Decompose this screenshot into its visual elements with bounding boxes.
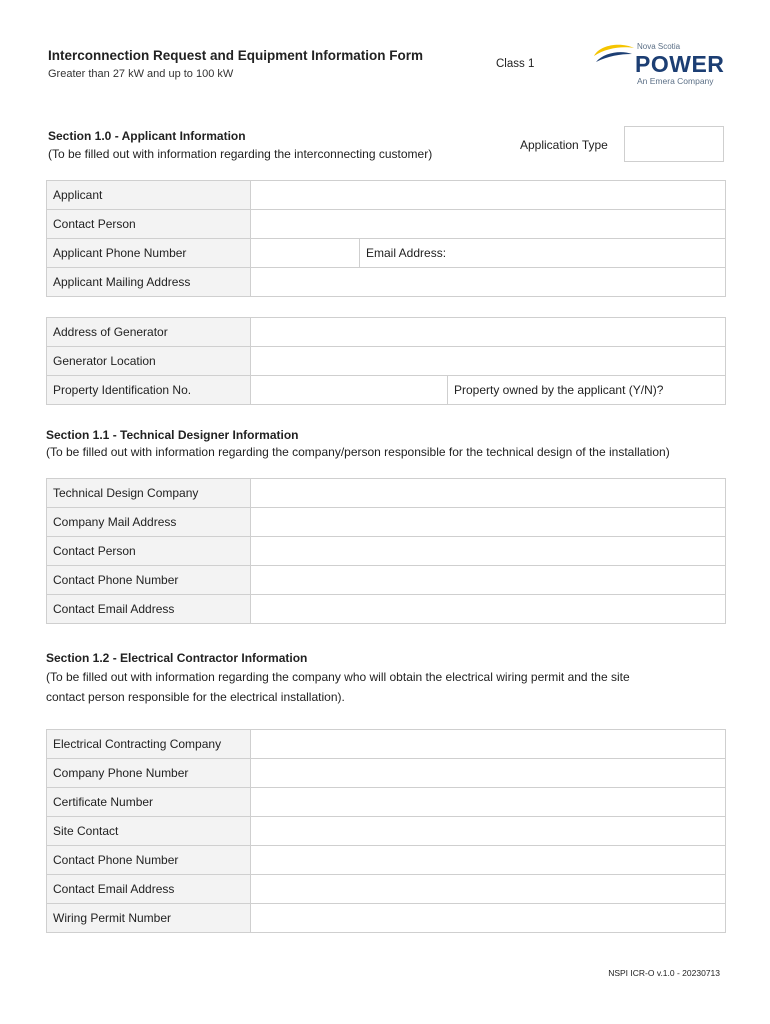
document-code: NSPI ICR-O v.1.0 - 20230713	[608, 968, 720, 978]
table-row	[47, 268, 726, 297]
table-row	[47, 788, 726, 817]
table-row	[47, 239, 726, 268]
applicant-table	[46, 180, 726, 297]
designer-contact-email-label: Contact Email Address	[47, 595, 251, 624]
table-row	[47, 479, 726, 508]
table-row	[47, 376, 726, 405]
generator-location-field[interactable]	[251, 347, 726, 376]
table-row	[47, 730, 726, 759]
designer-contact-phone-label: Contact Phone Number	[47, 566, 251, 595]
generator-address-field[interactable]	[251, 318, 726, 347]
table-row	[47, 210, 726, 239]
designer-contact-person-field[interactable]	[251, 537, 726, 566]
design-company-label: Technical Design Company	[47, 479, 251, 508]
table-row	[47, 181, 726, 210]
wiring-permit-label: Wiring Permit Number	[47, 904, 251, 933]
section-1-2-description-line1: (To be filled out with information regarding the company who will obtain the electrical wiring permit and the site	[46, 670, 630, 684]
designer-contact-email-field[interactable]	[251, 595, 726, 624]
table-row	[47, 537, 726, 566]
property-id-label: Property Identification No.	[47, 376, 251, 405]
form-title: Interconnection Request and Equipment Information Form	[48, 48, 424, 63]
table-row	[47, 904, 726, 933]
section-1-1-description: (To be filled out with information regarding the company/person responsible for the technical design of the installation)	[46, 445, 670, 459]
contracting-company-label: Electrical Contracting Company	[47, 730, 251, 759]
section-1-0-title: Section 1.0 - Applicant Information	[48, 129, 246, 143]
wiring-permit-field[interactable]	[251, 904, 726, 933]
property-owned-label[interactable]: Property owned by the applicant (Y/N)?	[447, 376, 725, 404]
designer-contact-person-label: Contact Person	[47, 537, 251, 566]
certificate-number-label: Certificate Number	[47, 788, 251, 817]
property-id-field[interactable]	[251, 376, 447, 404]
table-row	[47, 817, 726, 846]
logo-top-text: Nova Scotia	[637, 42, 681, 51]
form-subtitle: Greater than 27 kW and up to 100 kW	[48, 68, 234, 80]
applicant-label: Applicant	[47, 181, 251, 210]
site-contact-field[interactable]	[251, 817, 726, 846]
swoosh-logo-icon	[592, 42, 636, 76]
section-1-0-description: (To be filled out with information regarding the interconnecting customer)	[48, 147, 433, 161]
table-row	[47, 318, 726, 347]
generator-address-label: Address of Generator	[47, 318, 251, 347]
contractor-phone-field[interactable]	[251, 846, 726, 875]
site-contact-label: Site Contact	[47, 817, 251, 846]
company-mail-address-label: Company Mail Address	[47, 508, 251, 537]
table-row	[47, 508, 726, 537]
applicant-phone-field[interactable]	[251, 239, 359, 267]
email-address-label[interactable]: Email Address:	[359, 239, 725, 267]
table-row	[47, 759, 726, 788]
contractor-email-label: Contact Email Address	[47, 875, 251, 904]
mailing-address-field[interactable]	[251, 268, 726, 297]
company-phone-field[interactable]	[251, 759, 726, 788]
contact-person-field[interactable]	[251, 210, 726, 239]
table-row	[47, 846, 726, 875]
applicant-field[interactable]	[251, 181, 726, 210]
contracting-company-field[interactable]	[251, 730, 726, 759]
nova-scotia-power-logo	[592, 40, 732, 90]
application-type-field[interactable]	[624, 126, 724, 162]
application-type-label: Application Type	[520, 138, 608, 152]
design-company-field[interactable]	[251, 479, 726, 508]
designer-contact-phone-field[interactable]	[251, 566, 726, 595]
table-row	[47, 566, 726, 595]
table-row	[47, 875, 726, 904]
class-label: Class 1	[496, 58, 535, 70]
section-1-1-title: Section 1.1 - Technical Designer Information	[46, 428, 299, 442]
generator-table	[46, 317, 726, 405]
certificate-number-field[interactable]	[251, 788, 726, 817]
company-phone-label: Company Phone Number	[47, 759, 251, 788]
table-row	[47, 347, 726, 376]
technical-designer-table	[46, 478, 726, 624]
contractor-phone-label: Contact Phone Number	[47, 846, 251, 875]
company-mail-address-field[interactable]	[251, 508, 726, 537]
table-row	[47, 595, 726, 624]
generator-location-label: Generator Location	[47, 347, 251, 376]
mailing-address-label: Applicant Mailing Address	[47, 268, 251, 297]
applicant-phone-label: Applicant Phone Number	[47, 239, 251, 268]
electrical-contractor-table	[46, 729, 726, 933]
section-1-2-description-line2: contact person responsible for the electrical installation).	[46, 690, 345, 704]
logo-brand-text: POWER	[635, 51, 725, 77]
section-1-2-title: Section 1.2 - Electrical Contractor Information	[46, 651, 308, 665]
contact-person-label: Contact Person	[47, 210, 251, 239]
contractor-email-field[interactable]	[251, 875, 726, 904]
logo-bottom-text: An Emera Company	[637, 76, 714, 86]
